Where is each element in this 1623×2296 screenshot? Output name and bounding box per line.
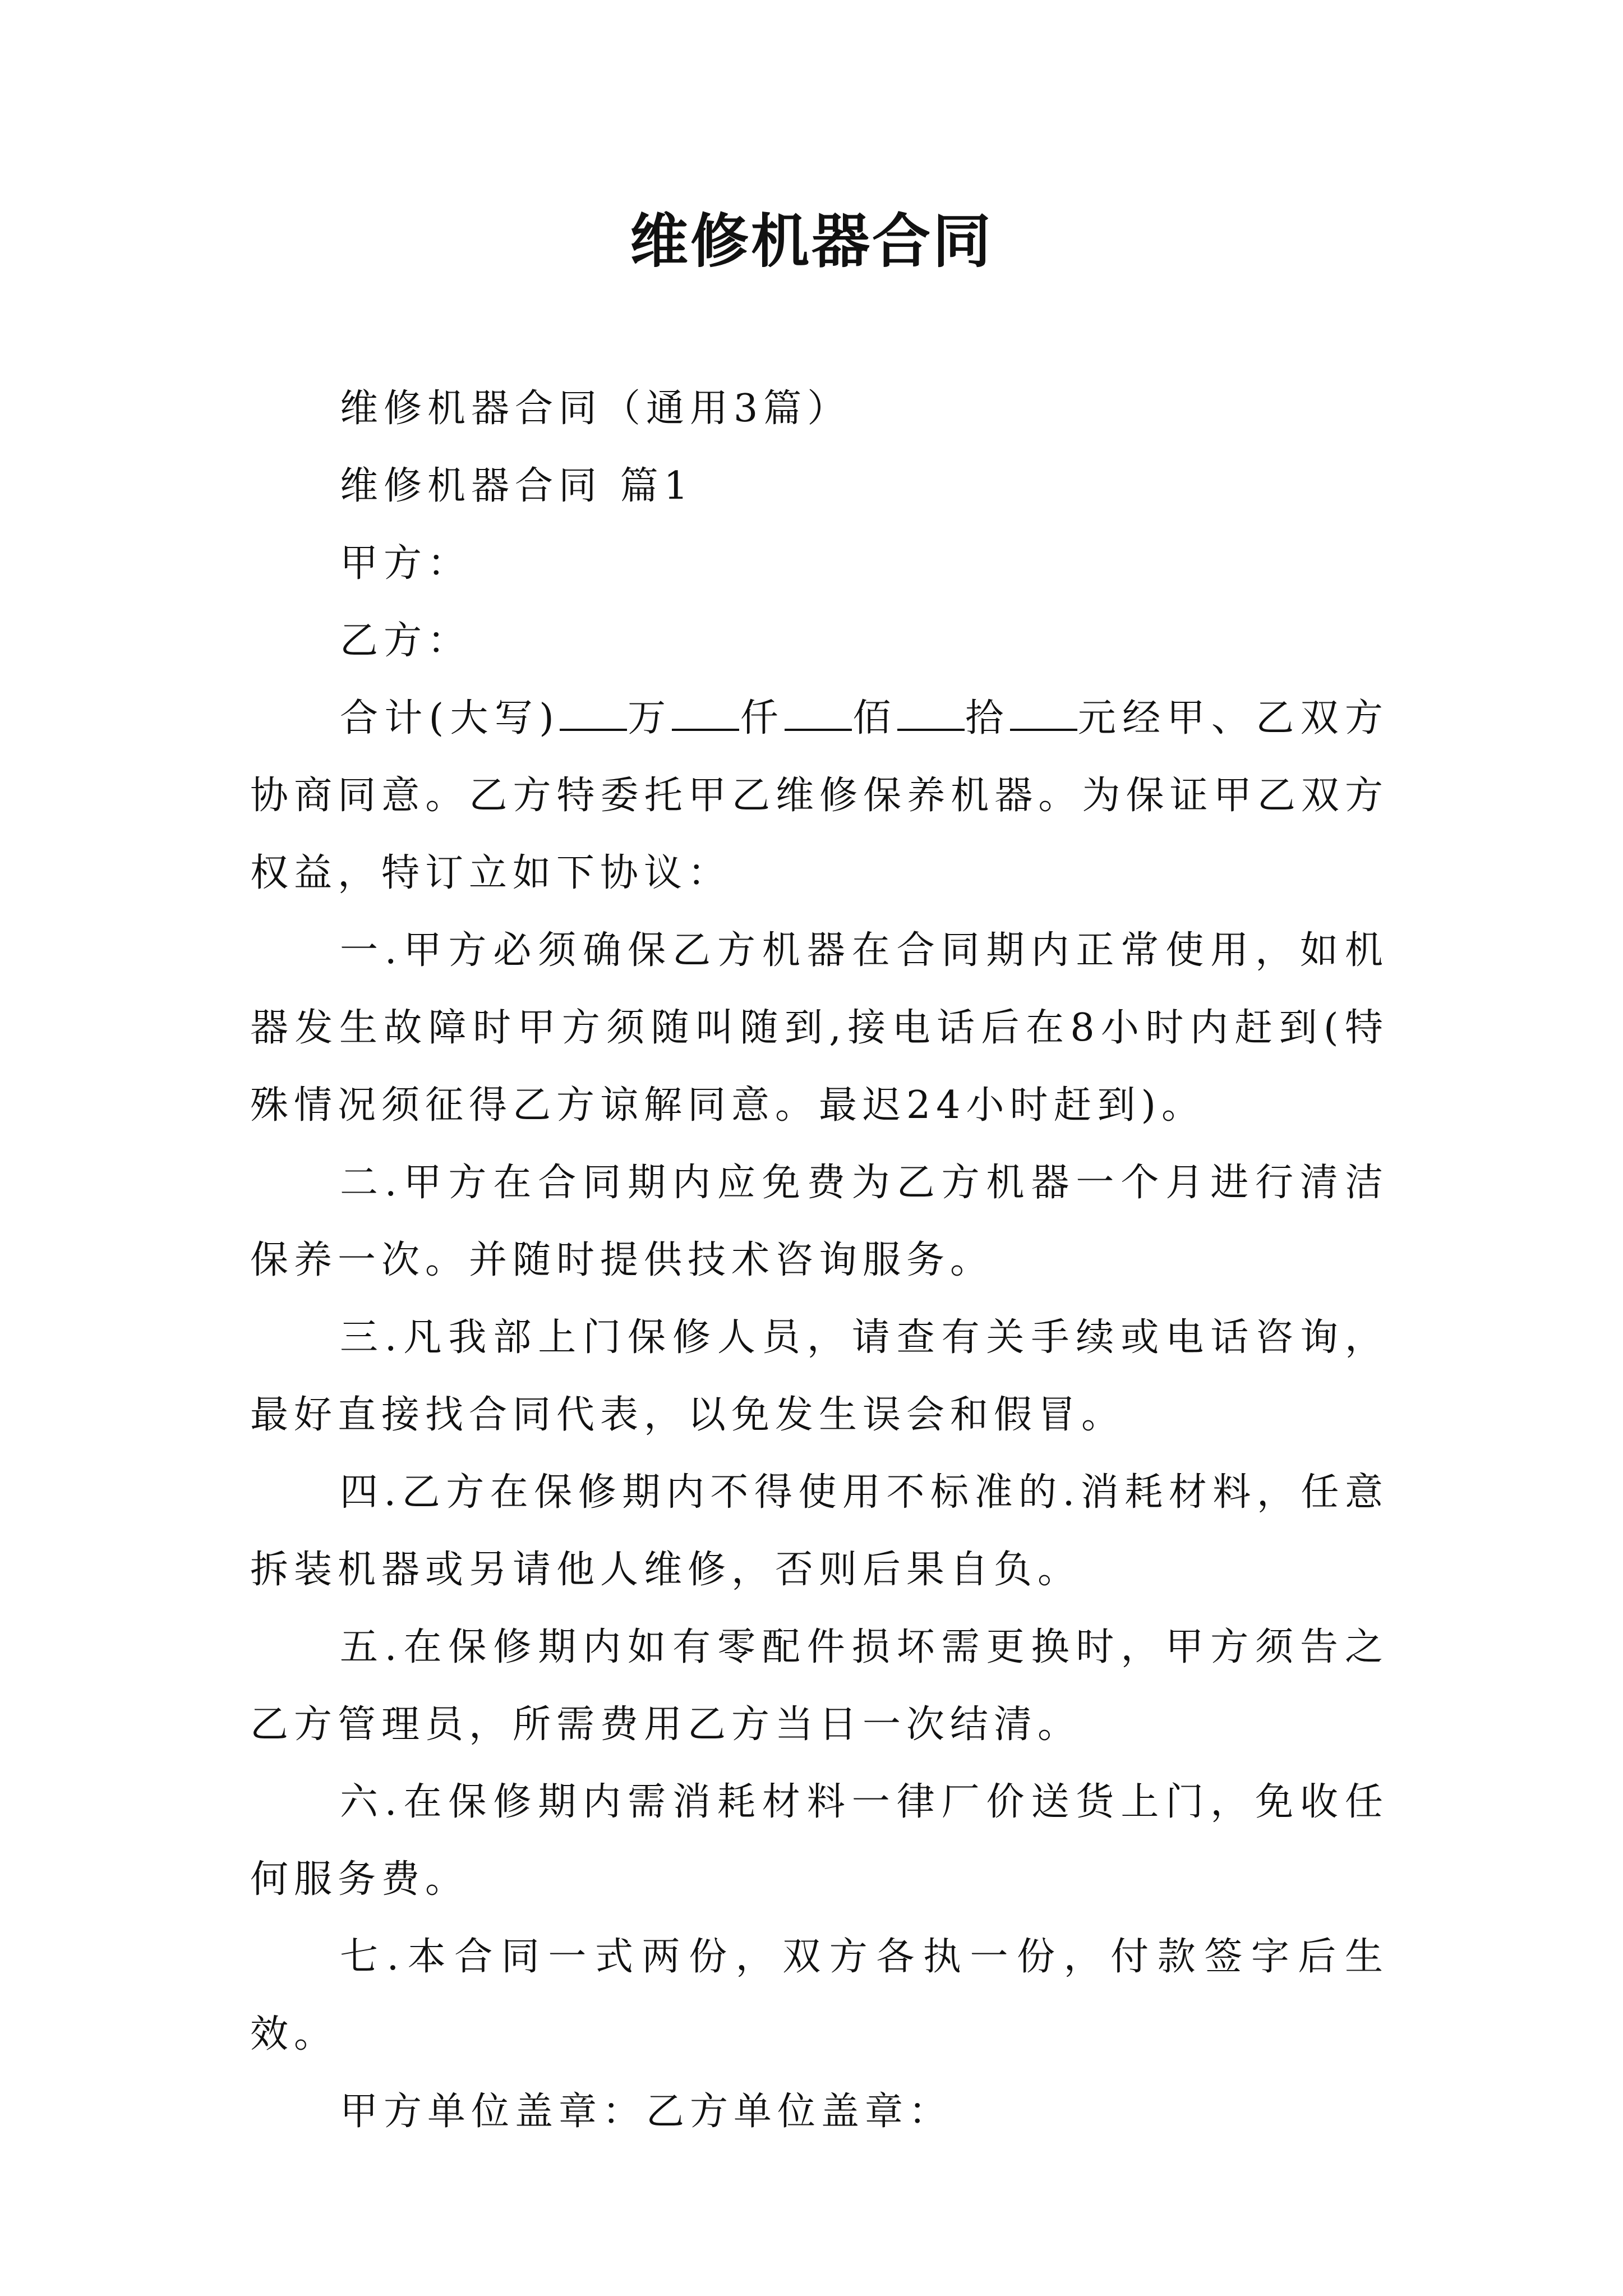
- paragraph-clause-6: 六.在保修期内需消耗材料一律厂价送货上门，免收任何服务费。: [250, 1780, 1389, 1902]
- blank-line: [560, 695, 627, 731]
- paragraph-clause-7: 七.本合同一式两份，双方各执一份，付款签字后生效。: [250, 1935, 1389, 2056]
- paragraph-seals: 甲方单位盖章：乙方单位盖章：: [340, 2090, 953, 2134]
- document-body: [250, 370, 1389, 2151]
- unit-wan: 万: [626, 696, 672, 740]
- paragraph-clause-3: 三.凡我部上门保修人员，请查有关手续或电话咨询，最好直接找合同代表，以免发生误会和假冒。: [250, 1315, 1389, 1437]
- paragraph-total-amount: [250, 680, 1389, 912]
- paragraph-clause-1: 一.甲方必须确保乙方机器在合同期内正常使用，如机器发生故障时甲方须随叫随到,接电话后在8小时内赶到(特殊情况须征得乙方谅解同意。最迟24小时赶到)。: [250, 928, 1389, 1128]
- paragraph-heading-general: 维修机器合同（通用3篇）: [340, 386, 851, 431]
- unit-shi: 拾: [964, 696, 1010, 740]
- paragraph-clause-5: 五.在保修期内如有零配件损坏需更换时，甲方须告之乙方管理员，所需费用乙方当日一次结清。: [250, 1625, 1389, 1747]
- total-suffix: 元经甲、乙双方协商同意。乙方特委托甲乙维修保养机器。为保证甲乙双方权益，特订立如下协议：: [250, 696, 1389, 895]
- paragraph-party-b: 乙方：: [340, 619, 472, 663]
- paragraph-clause-4: 四.乙方在保修期内不得使用不标准的.消耗材料，任意拆装机器或另请他人维修，否则后果自负。: [250, 1470, 1389, 1592]
- total-prefix: 合计(大写): [340, 696, 560, 740]
- blank-line: [672, 695, 739, 731]
- paragraph-party-a: 甲方：: [340, 541, 472, 586]
- blank-line: [1010, 695, 1077, 731]
- unit-qian: 仟: [739, 696, 785, 740]
- paragraph-clause-2: 二.甲方在合同期内应免费为乙方机器一个月进行清洁保养一次。并随时提供技术咨询服务。: [250, 1161, 1389, 1282]
- blank-line: [897, 695, 965, 731]
- blank-line: [785, 695, 852, 731]
- unit-bai: 佰: [852, 696, 897, 740]
- document-title: 维修机器合同: [629, 206, 993, 275]
- paragraph-heading-part1: 维修机器合同 篇1: [340, 464, 694, 508]
